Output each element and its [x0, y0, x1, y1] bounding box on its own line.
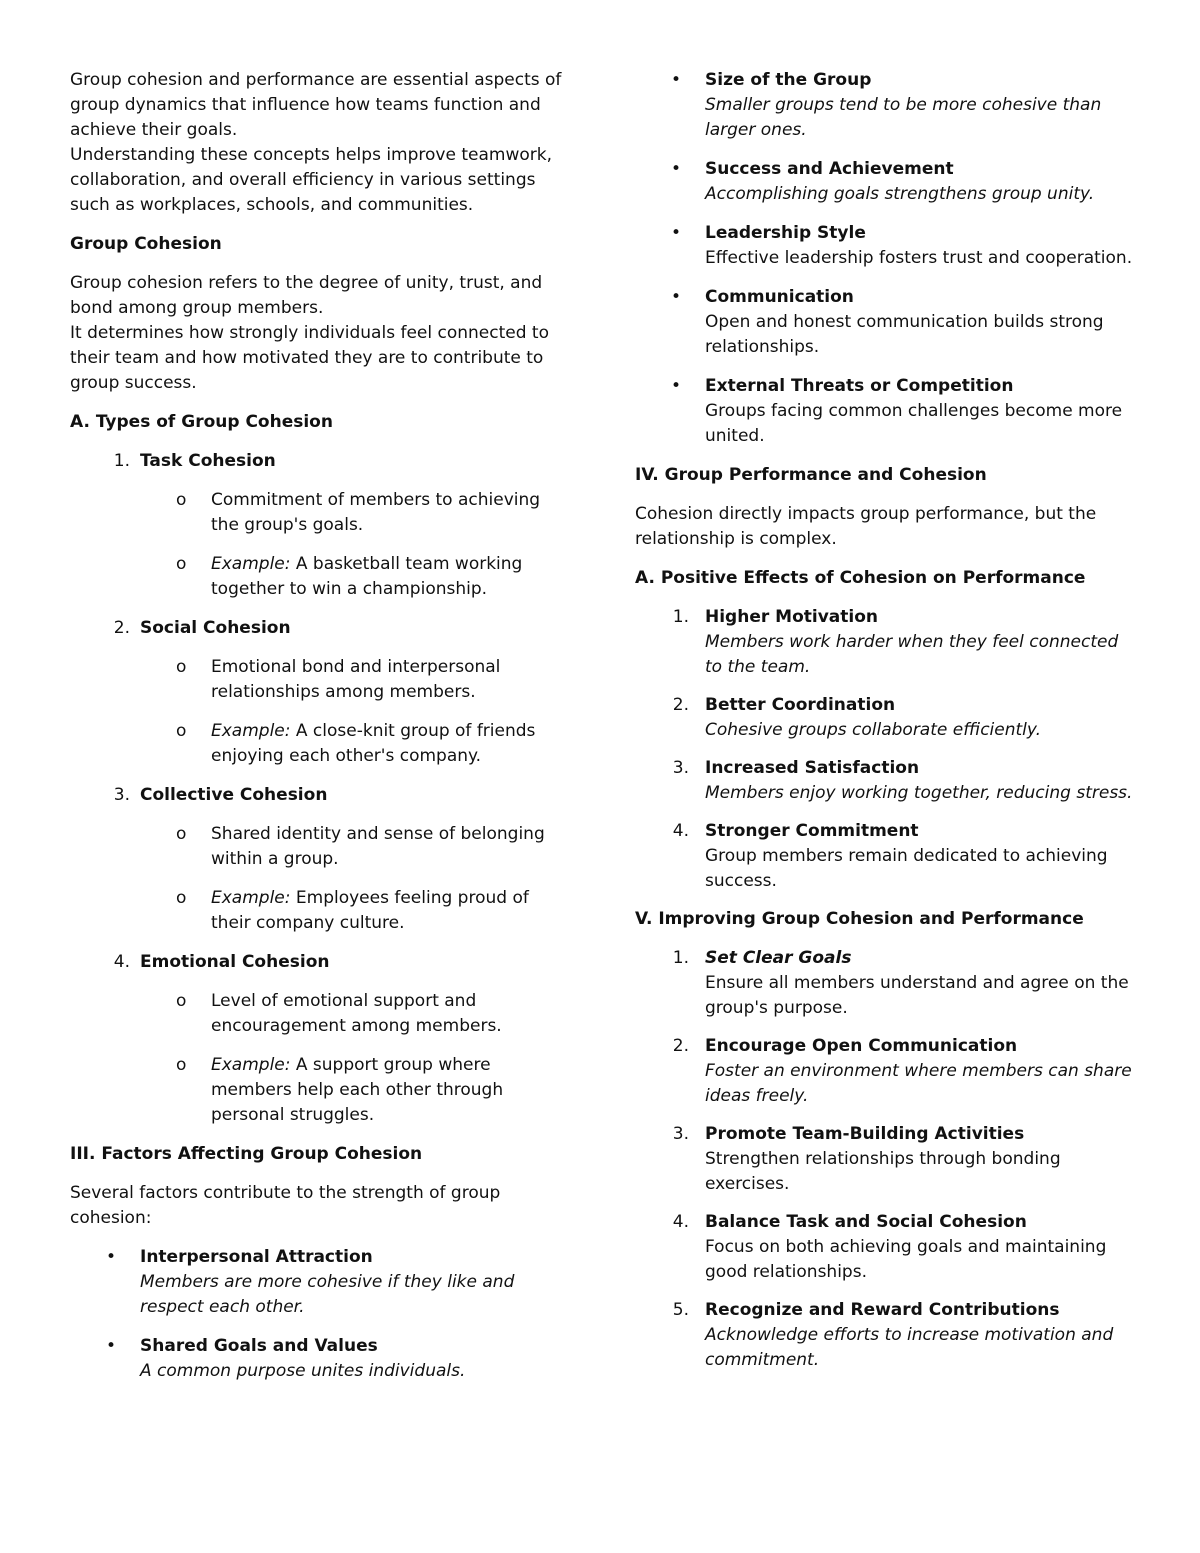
type-sublist — [140, 488, 570, 602]
sublist-item — [140, 822, 570, 872]
improve-description: Foster an environment where members can share ideas freely. — [705, 1061, 1132, 1106]
improve-item — [635, 1122, 1135, 1197]
circle-bullet-icon: o — [176, 554, 187, 574]
types-list — [70, 449, 570, 1128]
improve-item — [635, 1210, 1135, 1285]
type-definition: Commitment of members to achieving the group's goals. — [211, 490, 541, 535]
bullet-icon — [671, 285, 681, 310]
factor-description: Members are more cohesive if they like and respect each other. — [140, 1272, 515, 1317]
sublist-item — [140, 886, 570, 936]
factor-item — [635, 221, 1135, 271]
cohesion-paragraph-1: Group cohesion refers to the degree of unity, trust, and bond among group members. — [70, 273, 543, 318]
type-title: Emotional Cohesion — [140, 952, 330, 972]
bullet-icon — [671, 221, 681, 246]
performance-heading: IV. Group Performance and Cohesion — [635, 465, 987, 485]
type-example: A close-knit group of friends enjoying each other's company. — [211, 721, 536, 766]
effect-item — [635, 605, 1135, 680]
intro-paragraph-2: Understanding these concepts helps improve teamwork, collaboration, and overall efficiency in various settings such as workplaces, schools, and communities. — [70, 145, 552, 215]
effect-item — [635, 819, 1135, 894]
factor-item — [635, 285, 1135, 360]
bullet-icon — [671, 68, 681, 93]
effect-description: Members enjoy working together, reducing stress. — [705, 783, 1133, 803]
list-number: 4. — [672, 1212, 689, 1232]
improve-title: Encourage Open Communication — [705, 1036, 1018, 1056]
type-sublist — [140, 989, 570, 1128]
positive-effects-list — [635, 605, 1135, 894]
type-sublist — [140, 822, 570, 936]
list-number: 1. — [113, 451, 130, 471]
circle-bullet-icon: o — [176, 490, 187, 510]
example-label: Example: — [211, 888, 291, 908]
intro-paragraph-1: Group cohesion and performance are essential aspects of group dynamics that influence how teams function and achieve their goals. — [70, 70, 562, 140]
type-item — [70, 616, 570, 769]
list-number: 3. — [113, 785, 130, 805]
effect-description: Members work harder when they feel connected to the team. — [705, 632, 1119, 677]
effect-description: Group members remain dedicated to achieving success. — [705, 846, 1108, 891]
sublist-item — [140, 655, 570, 705]
effect-description: Cohesive groups collaborate efficiently. — [705, 720, 1042, 740]
list-number: 1. — [672, 948, 689, 968]
circle-bullet-icon: o — [176, 824, 187, 844]
type-example: Employees feeling proud of their company culture. — [211, 888, 529, 933]
type-sublist — [140, 655, 570, 769]
bullet-icon — [671, 374, 681, 399]
effect-title: Stronger Commitment — [705, 821, 919, 841]
effect-item — [635, 693, 1135, 743]
type-item — [70, 449, 570, 602]
factor-item — [635, 374, 1135, 449]
factor-title: External Threats or Competition — [705, 376, 1014, 396]
factor-description: A common purpose unites individuals. — [140, 1361, 466, 1381]
example-label: Example: — [211, 1055, 291, 1075]
factor-item — [70, 1245, 570, 1320]
list-number: 1. — [672, 607, 689, 627]
factor-item — [635, 68, 1135, 143]
types-heading: A. Types of Group Cohesion — [70, 412, 333, 432]
type-example: A basketball team working together to win a championship. — [211, 554, 523, 599]
effect-title: Better Coordination — [705, 695, 896, 715]
improve-title: Set Clear Goals — [705, 948, 852, 968]
list-number: 4. — [113, 952, 130, 972]
group-cohesion-heading: Group Cohesion — [70, 234, 222, 254]
factor-description: Accomplishing goals strengthens group unity. — [705, 184, 1095, 204]
performance-intro: Cohesion directly impacts group performance, but the relationship is complex. — [635, 504, 1097, 549]
factor-title: Success and Achievement — [705, 159, 954, 179]
list-number: 3. — [672, 758, 689, 778]
factors-list-right — [635, 68, 1135, 449]
example-label: Example: — [211, 554, 291, 574]
type-title: Social Cohesion — [140, 618, 291, 638]
effect-title: Higher Motivation — [705, 607, 878, 627]
improving-list — [635, 946, 1135, 1373]
bullet-icon — [671, 157, 681, 182]
sublist-item — [140, 989, 570, 1039]
type-title: Collective Cohesion — [140, 785, 328, 805]
factor-item — [70, 1334, 570, 1384]
type-item — [70, 950, 570, 1128]
list-number: 2. — [113, 618, 130, 638]
type-item — [70, 783, 570, 936]
list-number: 2. — [672, 1036, 689, 1056]
list-number: 4. — [672, 821, 689, 841]
factors-list-left — [70, 1245, 570, 1384]
factor-title: Shared Goals and Values — [140, 1336, 378, 1356]
factor-item — [635, 157, 1135, 207]
improve-title: Recognize and Reward Contributions — [705, 1300, 1060, 1320]
type-definition: Shared identity and sense of belonging within a group. — [211, 824, 545, 869]
improve-description: Strengthen relationships through bonding exercises. — [705, 1149, 1061, 1194]
factor-title: Leadership Style — [705, 223, 866, 243]
sublist-item — [140, 552, 570, 602]
bullet-icon — [106, 1245, 116, 1270]
factor-title: Communication — [705, 287, 854, 307]
factor-description: Groups facing common challenges become more united. — [705, 401, 1123, 446]
type-definition: Emotional bond and interpersonal relationships among members. — [211, 657, 501, 702]
effect-item — [635, 756, 1135, 806]
factor-description: Smaller groups tend to be more cohesive than larger ones. — [705, 95, 1102, 140]
factors-intro: Several factors contribute to the strength of group cohesion: — [70, 1183, 501, 1228]
improve-title: Balance Task and Social Cohesion — [705, 1212, 1027, 1232]
sublist-item — [140, 488, 570, 538]
left-column — [70, 68, 570, 1398]
cohesion-paragraph-2: It determines how strongly individuals feel connected to their team and how motivated they are to contribute to group success. — [70, 323, 549, 393]
type-definition: Level of emotional support and encouragement among members. — [211, 991, 502, 1036]
sublist-item — [140, 1053, 570, 1128]
improve-item — [635, 1298, 1135, 1373]
circle-bullet-icon: o — [176, 888, 187, 908]
circle-bullet-icon: o — [176, 991, 187, 1011]
list-number: 2. — [672, 695, 689, 715]
positive-effects-heading: A. Positive Effects of Cohesion on Performance — [635, 568, 1086, 588]
right-column — [635, 68, 1135, 1386]
circle-bullet-icon: o — [176, 721, 187, 741]
factor-description: Effective leadership fosters trust and cooperation. — [705, 248, 1133, 268]
list-number: 3. — [672, 1124, 689, 1144]
sublist-item — [140, 719, 570, 769]
factors-heading: III. Factors Affecting Group Cohesion — [70, 1144, 423, 1164]
circle-bullet-icon: o — [176, 657, 187, 677]
improve-title: Promote Team-Building Activities — [705, 1124, 1025, 1144]
improve-item — [635, 946, 1135, 1021]
improve-description: Ensure all members understand and agree on the group's purpose. — [705, 973, 1129, 1018]
improve-description: Focus on both achieving goals and maintaining good relationships. — [705, 1237, 1107, 1282]
type-example: A support group where members help each other through personal struggles. — [211, 1055, 504, 1125]
improving-heading: V. Improving Group Cohesion and Performance — [635, 909, 1084, 929]
type-title: Task Cohesion — [140, 451, 276, 471]
bullet-icon — [106, 1334, 116, 1359]
factor-title: Size of the Group — [705, 70, 872, 90]
effect-title: Increased Satisfaction — [705, 758, 920, 778]
circle-bullet-icon: o — [176, 1055, 187, 1075]
improve-description: Acknowledge efforts to increase motivation and commitment. — [705, 1325, 1114, 1370]
list-number: 5. — [672, 1300, 689, 1320]
improve-item — [635, 1034, 1135, 1109]
factor-title: Interpersonal Attraction — [140, 1247, 373, 1267]
example-label: Example: — [211, 721, 291, 741]
factor-description: Open and honest communication builds strong relationships. — [705, 312, 1104, 357]
